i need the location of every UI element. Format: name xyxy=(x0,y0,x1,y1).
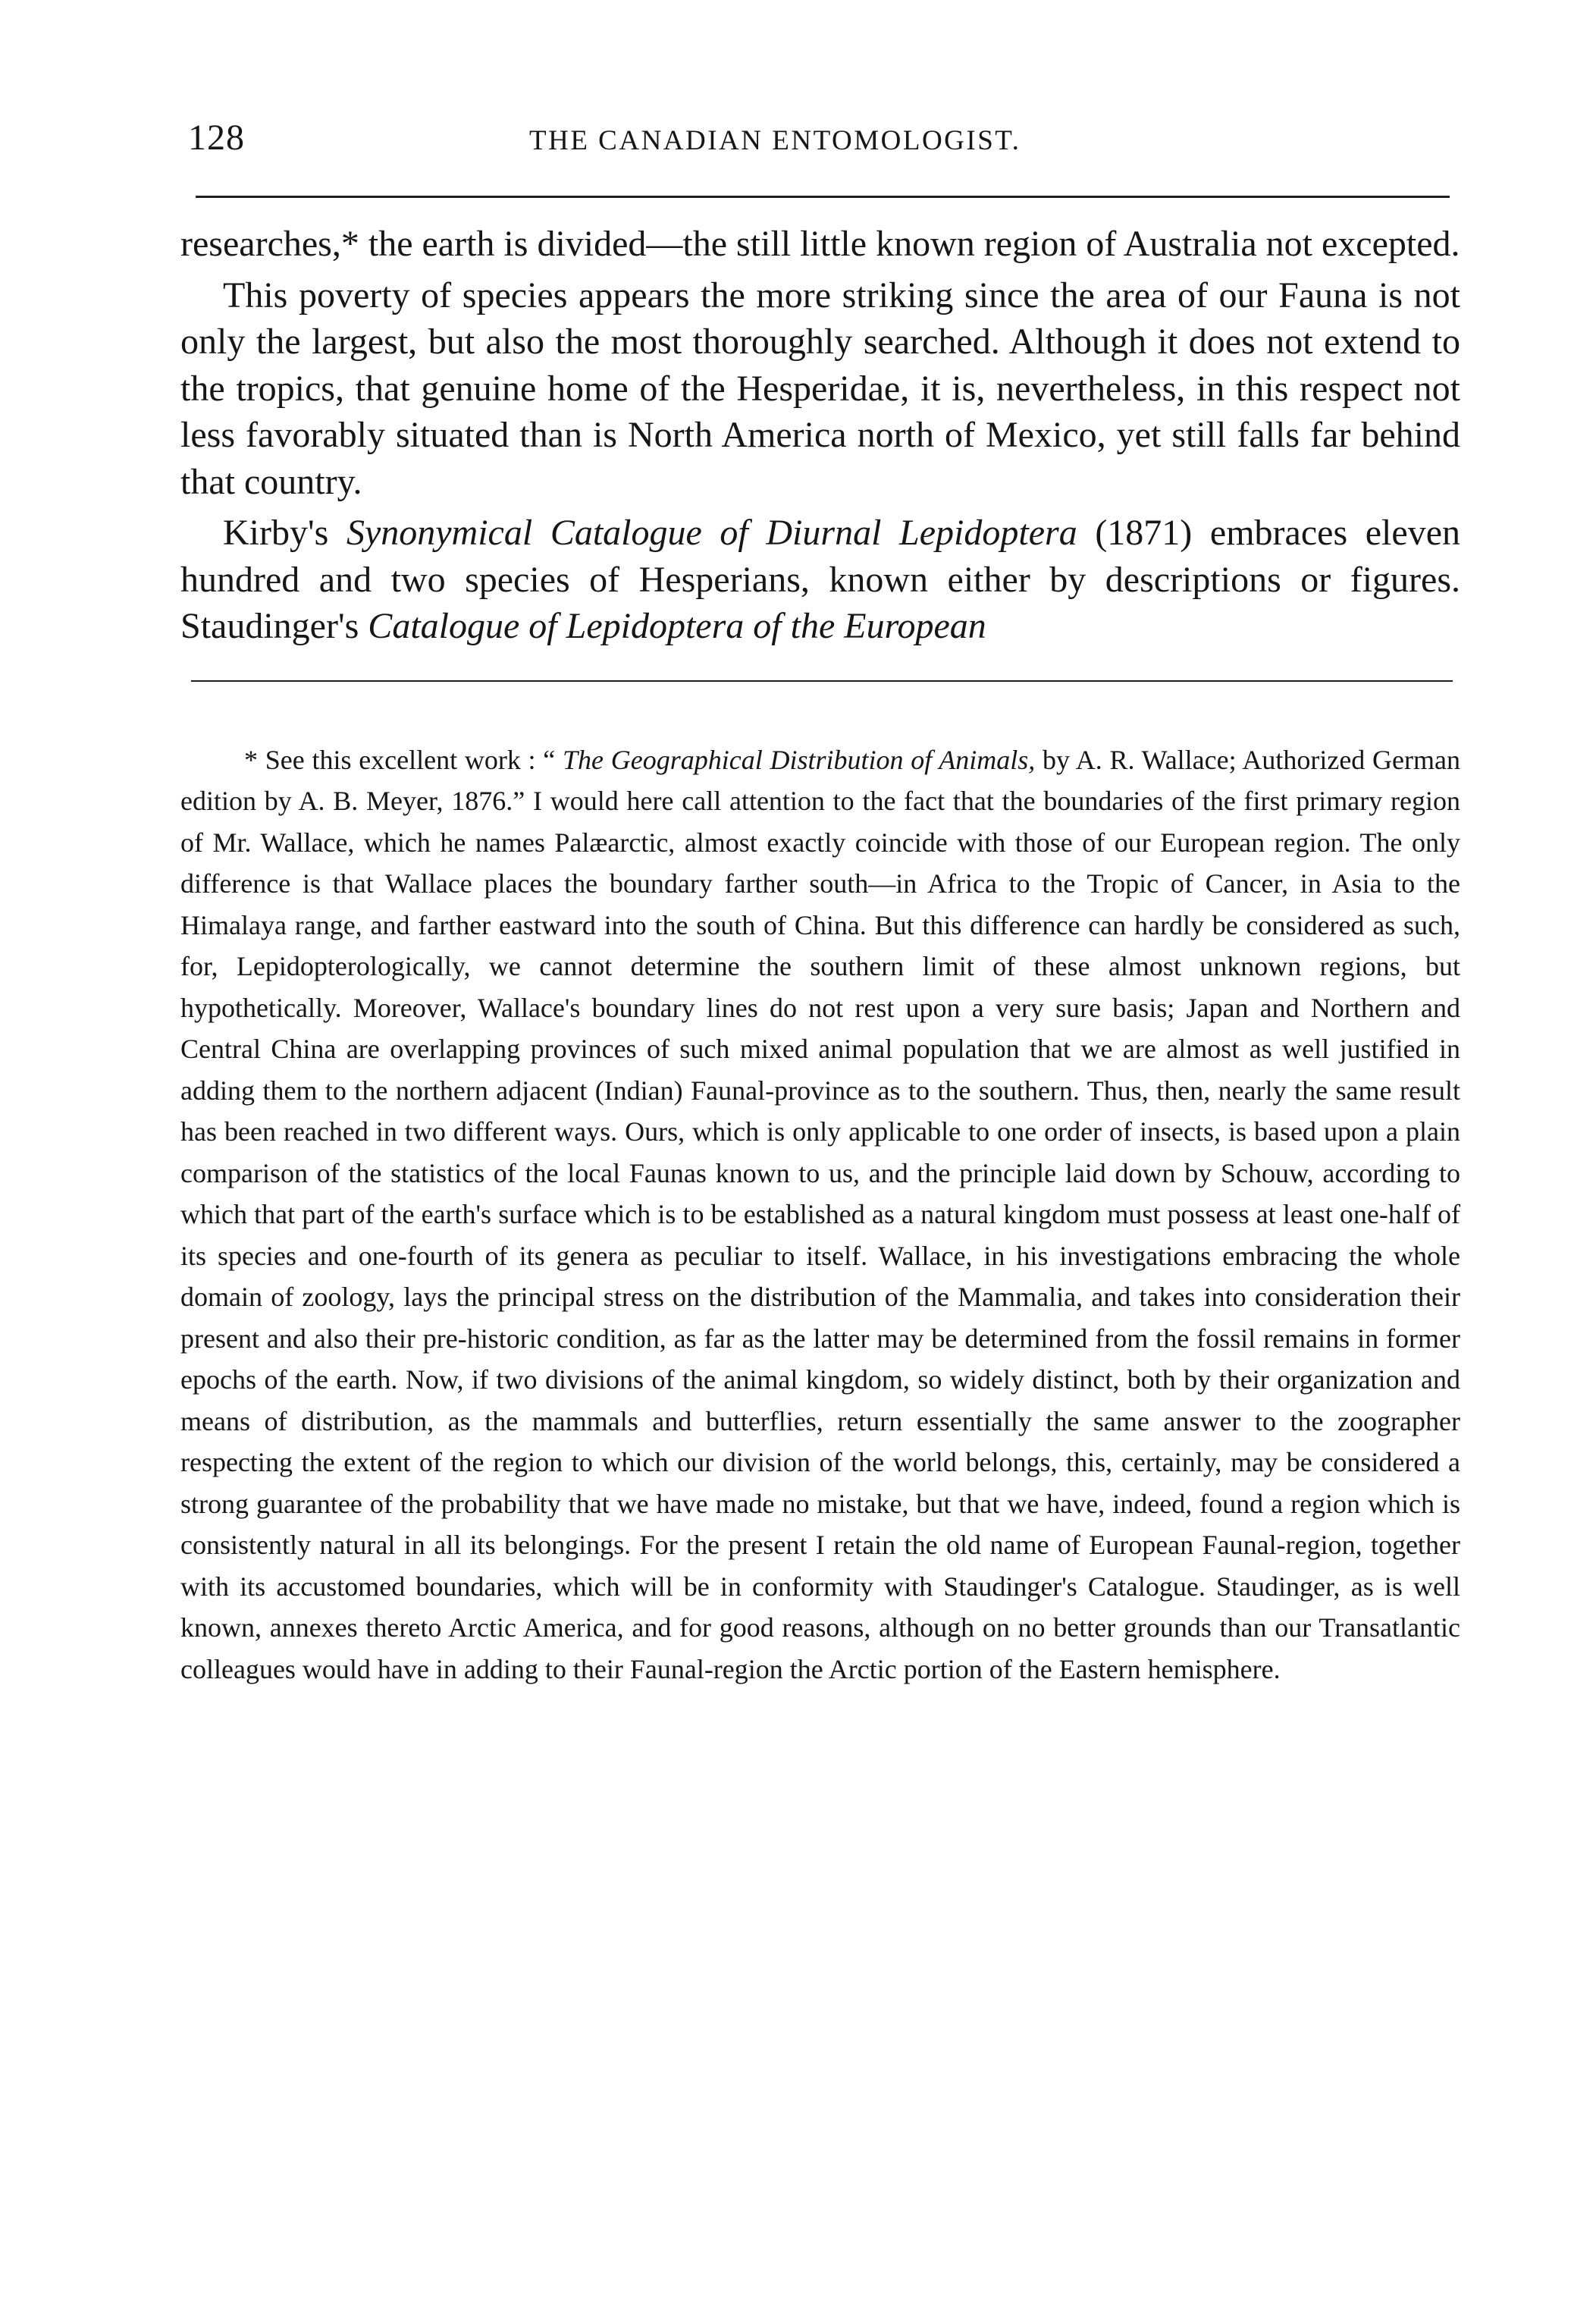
wallace-book-title: The Geographical Distribution of Animals, xyxy=(563,744,1036,775)
paragraph-3-text-2: (1871) embraces eleven hundred and two species of Hesperians, known either by descriptions or figures. Staudinger's xyxy=(180,513,1460,646)
kirby-catalogue-title: Synonymical Catalogue of Diurnal Lepidoptera xyxy=(346,513,1077,553)
paragraph-1: researches,* the earth is divided—the still little known region of Australia not excepted. xyxy=(180,224,1460,264)
document-page xyxy=(180,114,1460,1690)
header-rule xyxy=(196,196,1450,198)
footnote-paragraph xyxy=(180,739,1460,1690)
footnote-text-1: * See this excellent work : “ xyxy=(244,744,563,775)
staudinger-catalogue-title: Catalogue of Lepidoptera of the European xyxy=(368,606,986,646)
running-title: THE CANADIAN ENTOMOLOGIST. xyxy=(529,125,1021,156)
page-number: 128 xyxy=(188,118,245,158)
page-header xyxy=(180,114,1460,167)
paragraph-2: This poverty of species appears the more striking since the area of our Fauna is not only the largest, but also the most thoroughly searched. Although it does not extend to the tropics, that genuine home of the Hesperidae, it is, nevertheless, in this respect not less favorably situated than is North America north of Mexico, yet still falls far behind that country. xyxy=(180,275,1460,502)
footnote xyxy=(180,739,1460,1690)
footnote-rule xyxy=(191,680,1453,682)
footnote-text-2: by A. R. Wallace; Authorized German edition by A. B. Meyer, 1876.” I would here call attention to the fact that the boundaries of the first primary region of Mr. Wallace, which he names Palæarctic, almost exactly coincide with those of our European region. The only difference is that Wallace places the boundary farther south—in Africa to the Tropic of Cancer, in Asia to the Himalaya range, and farther eastward into the south of China. But this difference can hardly be considered as such, for, Lepidopterologically, we cannot determine the southern limit of these almost unknown regions, but hypothetically. Moreover, Wallace's boundary lines do not rest upon a very sure basis; Japan and Northern and Central China are overlapping provinces of such mixed animal population that we are almost as well justified in adding them to the northern adjacent (Indian) Faunal-province as to the southern. Thus, then, nearly the same result has been reached in two different ways. Ours, which is only applicable to one order of insects, is based upon a plain comparison of the statistics of the local Faunas known to us, and the principle laid down by Schouw, according to which that part of the earth's surface which is to be established as a natural kingdom must possess at least one-half of its species and one-fourth of its genera as peculiar to itself. Wallace, in his investigations embracing the whole domain of zoology, lays the principal stress on the distribution of the Mammalia, and takes into consideration their present and also their pre-historic condition, as far as the latter may be determined from the fossil remains in former epochs of the earth. Now, if two divisions of the animal kingdom, so widely distinct, both by their organization and means of distribution, as the mammals and butterflies, return essentially the same answer to the zoographer respecting the extent of the region to which our division of the world belongs, this, certainly, may be considered a strong guarantee of the probability that we have made no mistake, but that we have, indeed, found a region which is consistently natural in all its belongings. For the present I retain the old name of European Faunal-region, together with its accustomed boundaries, which will be in conformity with Staudinger's Catalogue. Staudinger, as is well known, annexes thereto Arctic America, and for good reasons, although on no better grounds than our Transatlantic colleagues would have in adding to their Faunal-region the Arctic portion of the Eastern hemisphere. xyxy=(180,744,1460,1684)
paragraph-3 xyxy=(180,510,1460,650)
body-text xyxy=(180,221,1460,650)
paragraph-3-text-1: Kirby's xyxy=(223,513,346,553)
